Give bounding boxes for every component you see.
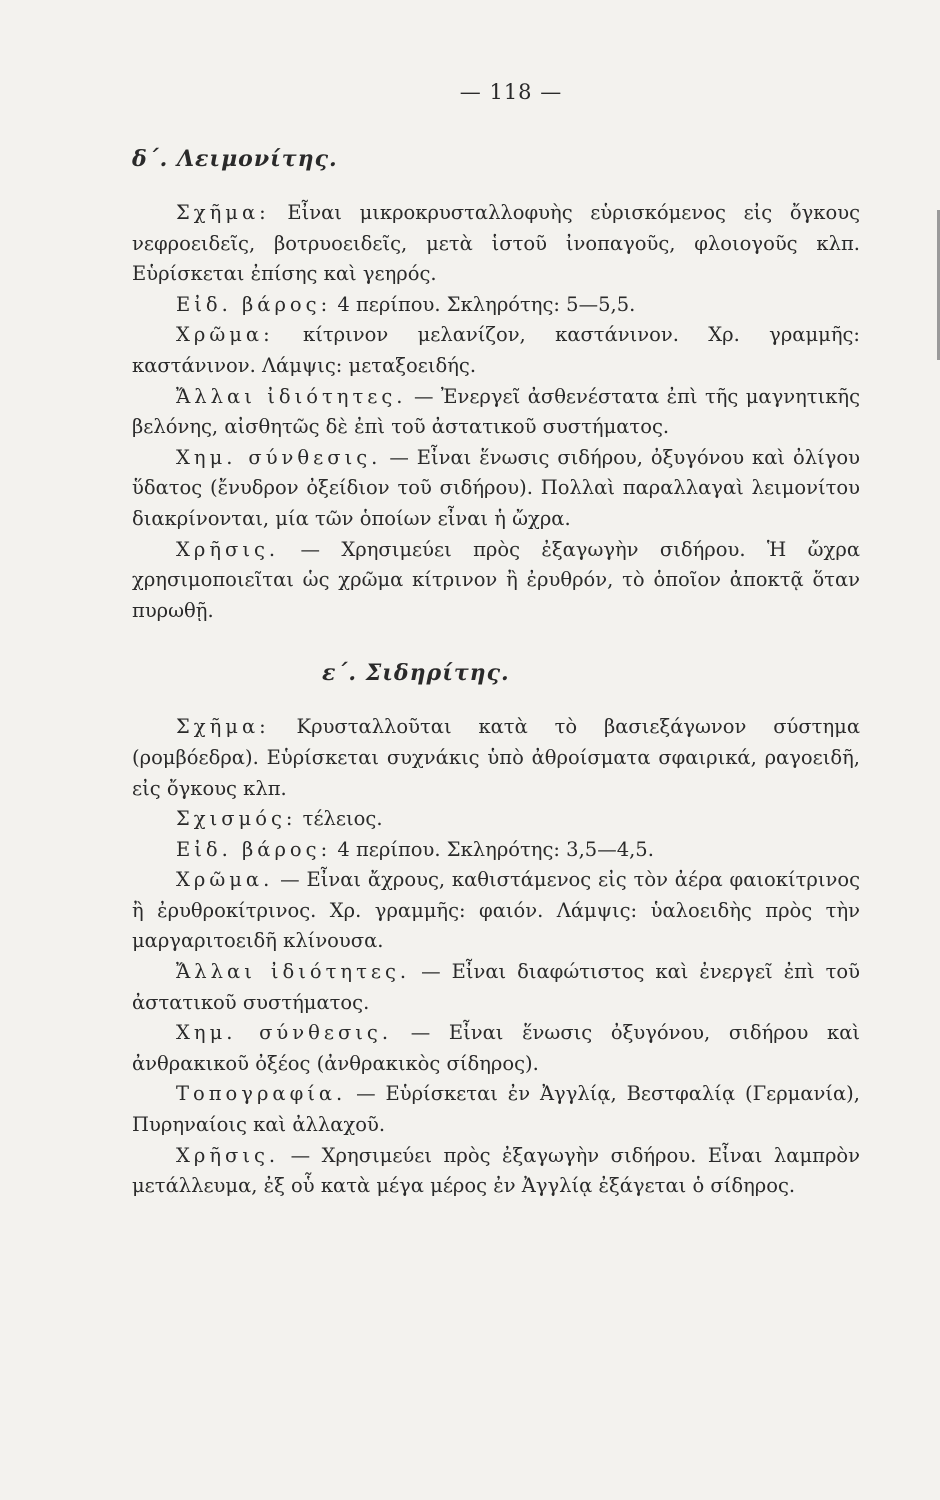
paragraph-color xyxy=(132,320,860,381)
section-siderite xyxy=(132,660,860,1202)
paragraph-label: Ἄλλαι ἰδιότητες. xyxy=(176,960,411,984)
paragraph-shape xyxy=(132,198,860,290)
paragraph-shape xyxy=(132,712,860,804)
paragraph-cleavage xyxy=(132,804,860,835)
paragraph-use xyxy=(132,535,860,627)
paragraph-label: Σχῆμα: xyxy=(176,715,270,739)
paragraph-label: Ἄλλαι ἰδιότητες. xyxy=(176,384,407,408)
paragraph-label: Εἰδ. βάρος: xyxy=(176,837,332,861)
paragraph-text: τέλειος. xyxy=(302,807,383,831)
paragraph-text: — Χρησιμεύει πρὸς ἐξαγωγὴν σιδήρου. Ἡ ὤχρα χρησιμοποιεῖται ὡς χρῶμα κίτρινον ἢ ἐρυθρόν, τὸ ὁποῖον ἀποκτᾷ ὅταν πυρωθῇ. xyxy=(132,537,860,622)
paragraph-text: — Ἐνεργεῖ ἀσθενέστατα ἐπὶ τῆς μαγνητικῆς βελόνης, αἰσθητῶς δὲ ἐπὶ τοῦ ἀστατικοῦ συστήματος. xyxy=(132,384,861,439)
paragraph-specific-gravity xyxy=(132,835,860,866)
paragraph-other-properties xyxy=(132,957,860,1018)
paragraph-label: Σχισμός: xyxy=(176,807,297,831)
paragraph-label: Τοπογραφία. xyxy=(176,1082,347,1106)
paragraph-use xyxy=(132,1141,860,1202)
paragraph-text: — Χρησιμεύει πρὸς ἐξαγωγὴν σιδήρου. Εἶναι λαμπρὸν μετάλλευμα, ἐξ οὗ κατὰ μέγα μέρος ἐν Ἀγγλίᾳ ἐξάγεται ὁ σίδηρος. xyxy=(132,1143,860,1198)
paragraph-topography xyxy=(132,1079,860,1140)
paragraph-other-properties xyxy=(132,382,860,443)
page-number: — 118 — xyxy=(459,80,563,104)
paragraph-text: Εἶναι μικροκρυσταλλοφυὴς εὑρισκόμενος εἰς ὄγκους νεφροειδεῖς, βοτρυοειδεῖς, μετὰ ἱστοῦ ἰνοπαγοῦς, φλοιογοῦς κλπ. Εὑρίσκεται ἐπίσης καὶ γεηρός. xyxy=(132,201,860,286)
paragraph-text: — Εἶναι ἄχρους, καθιστάμενος εἰς τὸν ἀέρα φαιοκίτρινος ἢ ἐρυθροκίτρινος. Χρ. γραμμῆς: φαιόν. Λάμψις: ὑαλοειδὴς πρὸς τὴν μαργαριτοειδῆ κλίνουσα. xyxy=(132,868,861,953)
section-limonite xyxy=(132,146,860,626)
paragraph-label: Χρῶμα: xyxy=(176,323,274,347)
section-title: δ΄. Λειμονίτης. xyxy=(132,146,338,172)
paragraph-chemical-composition xyxy=(132,1018,860,1079)
paragraph-color xyxy=(132,865,860,957)
paragraph-text: — Εἶναι ἕνωσις σιδήρου, ὀξυγόνου καὶ ὀλίγου ὕδατος (ἔνυδρον ὀξείδιον τοῦ σιδήρου). Πολλαὶ παραλλαγαὶ λειμονίτου διακρίνονται, μία τῶν ὁποίων εἶναι ἡ ὤχρα. xyxy=(132,445,861,530)
paragraph-text: κίτρινον μελανίζον, καστάνινον. Χρ. γραμμῆς: καστάνινον. Λάμψις: μεταξοειδής. xyxy=(132,323,860,377)
paragraph-label: Χρῶμα. xyxy=(176,868,274,892)
paragraph-text: — Εἶναι ἕνωσις ὀξυγόνου, σιδήρου καὶ ἀνθρακικοῦ ὀξέος (ἀνθρακικὸς σίδηρος). xyxy=(132,1021,861,1075)
paragraph-specific-gravity xyxy=(132,290,860,321)
paragraph-label: Σχῆμα: xyxy=(176,201,270,224)
paragraph-text: 4 περίπου. Σκληρότης: 3,5—4,5. xyxy=(337,837,654,861)
paragraph-label: Εἰδ. βάρος: xyxy=(176,292,332,316)
paragraph-text: Κρυσταλλοῦται κατὰ τὸ βασιεξάγωνον σύστημα (ρομβόεδρα). Εὑρίσκεται συχνάκις ὑπὸ ἀθροίσματα σφαιρικά, ραγοειδῆ, εἰς ὄγκους κλπ. xyxy=(132,715,860,800)
paragraph-text: — Εἶναι διαφώτιστος καὶ ἐνεργεῖ ἐπὶ τοῦ ἀστατικοῦ συστήματος. xyxy=(132,960,861,1014)
paragraph-label: Χρῆσις. xyxy=(176,1143,280,1167)
paragraph-chemical-composition xyxy=(132,443,860,535)
paragraph-label: Χημ. σύνθεσις. xyxy=(176,1021,393,1045)
paragraph-label: Χρῆσις. xyxy=(176,537,280,561)
paragraph-text: — Εὑρίσκεται ἐν Ἀγγλίᾳ, Βεστφαλίᾳ (Γερμανία), Πυρηναίοις καὶ ἀλλαχοῦ. xyxy=(132,1082,860,1137)
section-title: ε΄. Σιδηρίτης. xyxy=(322,660,510,687)
paragraph-text: 4 περίπου. Σκληρότης: 5—5,5. xyxy=(337,292,636,316)
paragraph-label: Χημ. σύνθεσις. xyxy=(176,445,382,469)
